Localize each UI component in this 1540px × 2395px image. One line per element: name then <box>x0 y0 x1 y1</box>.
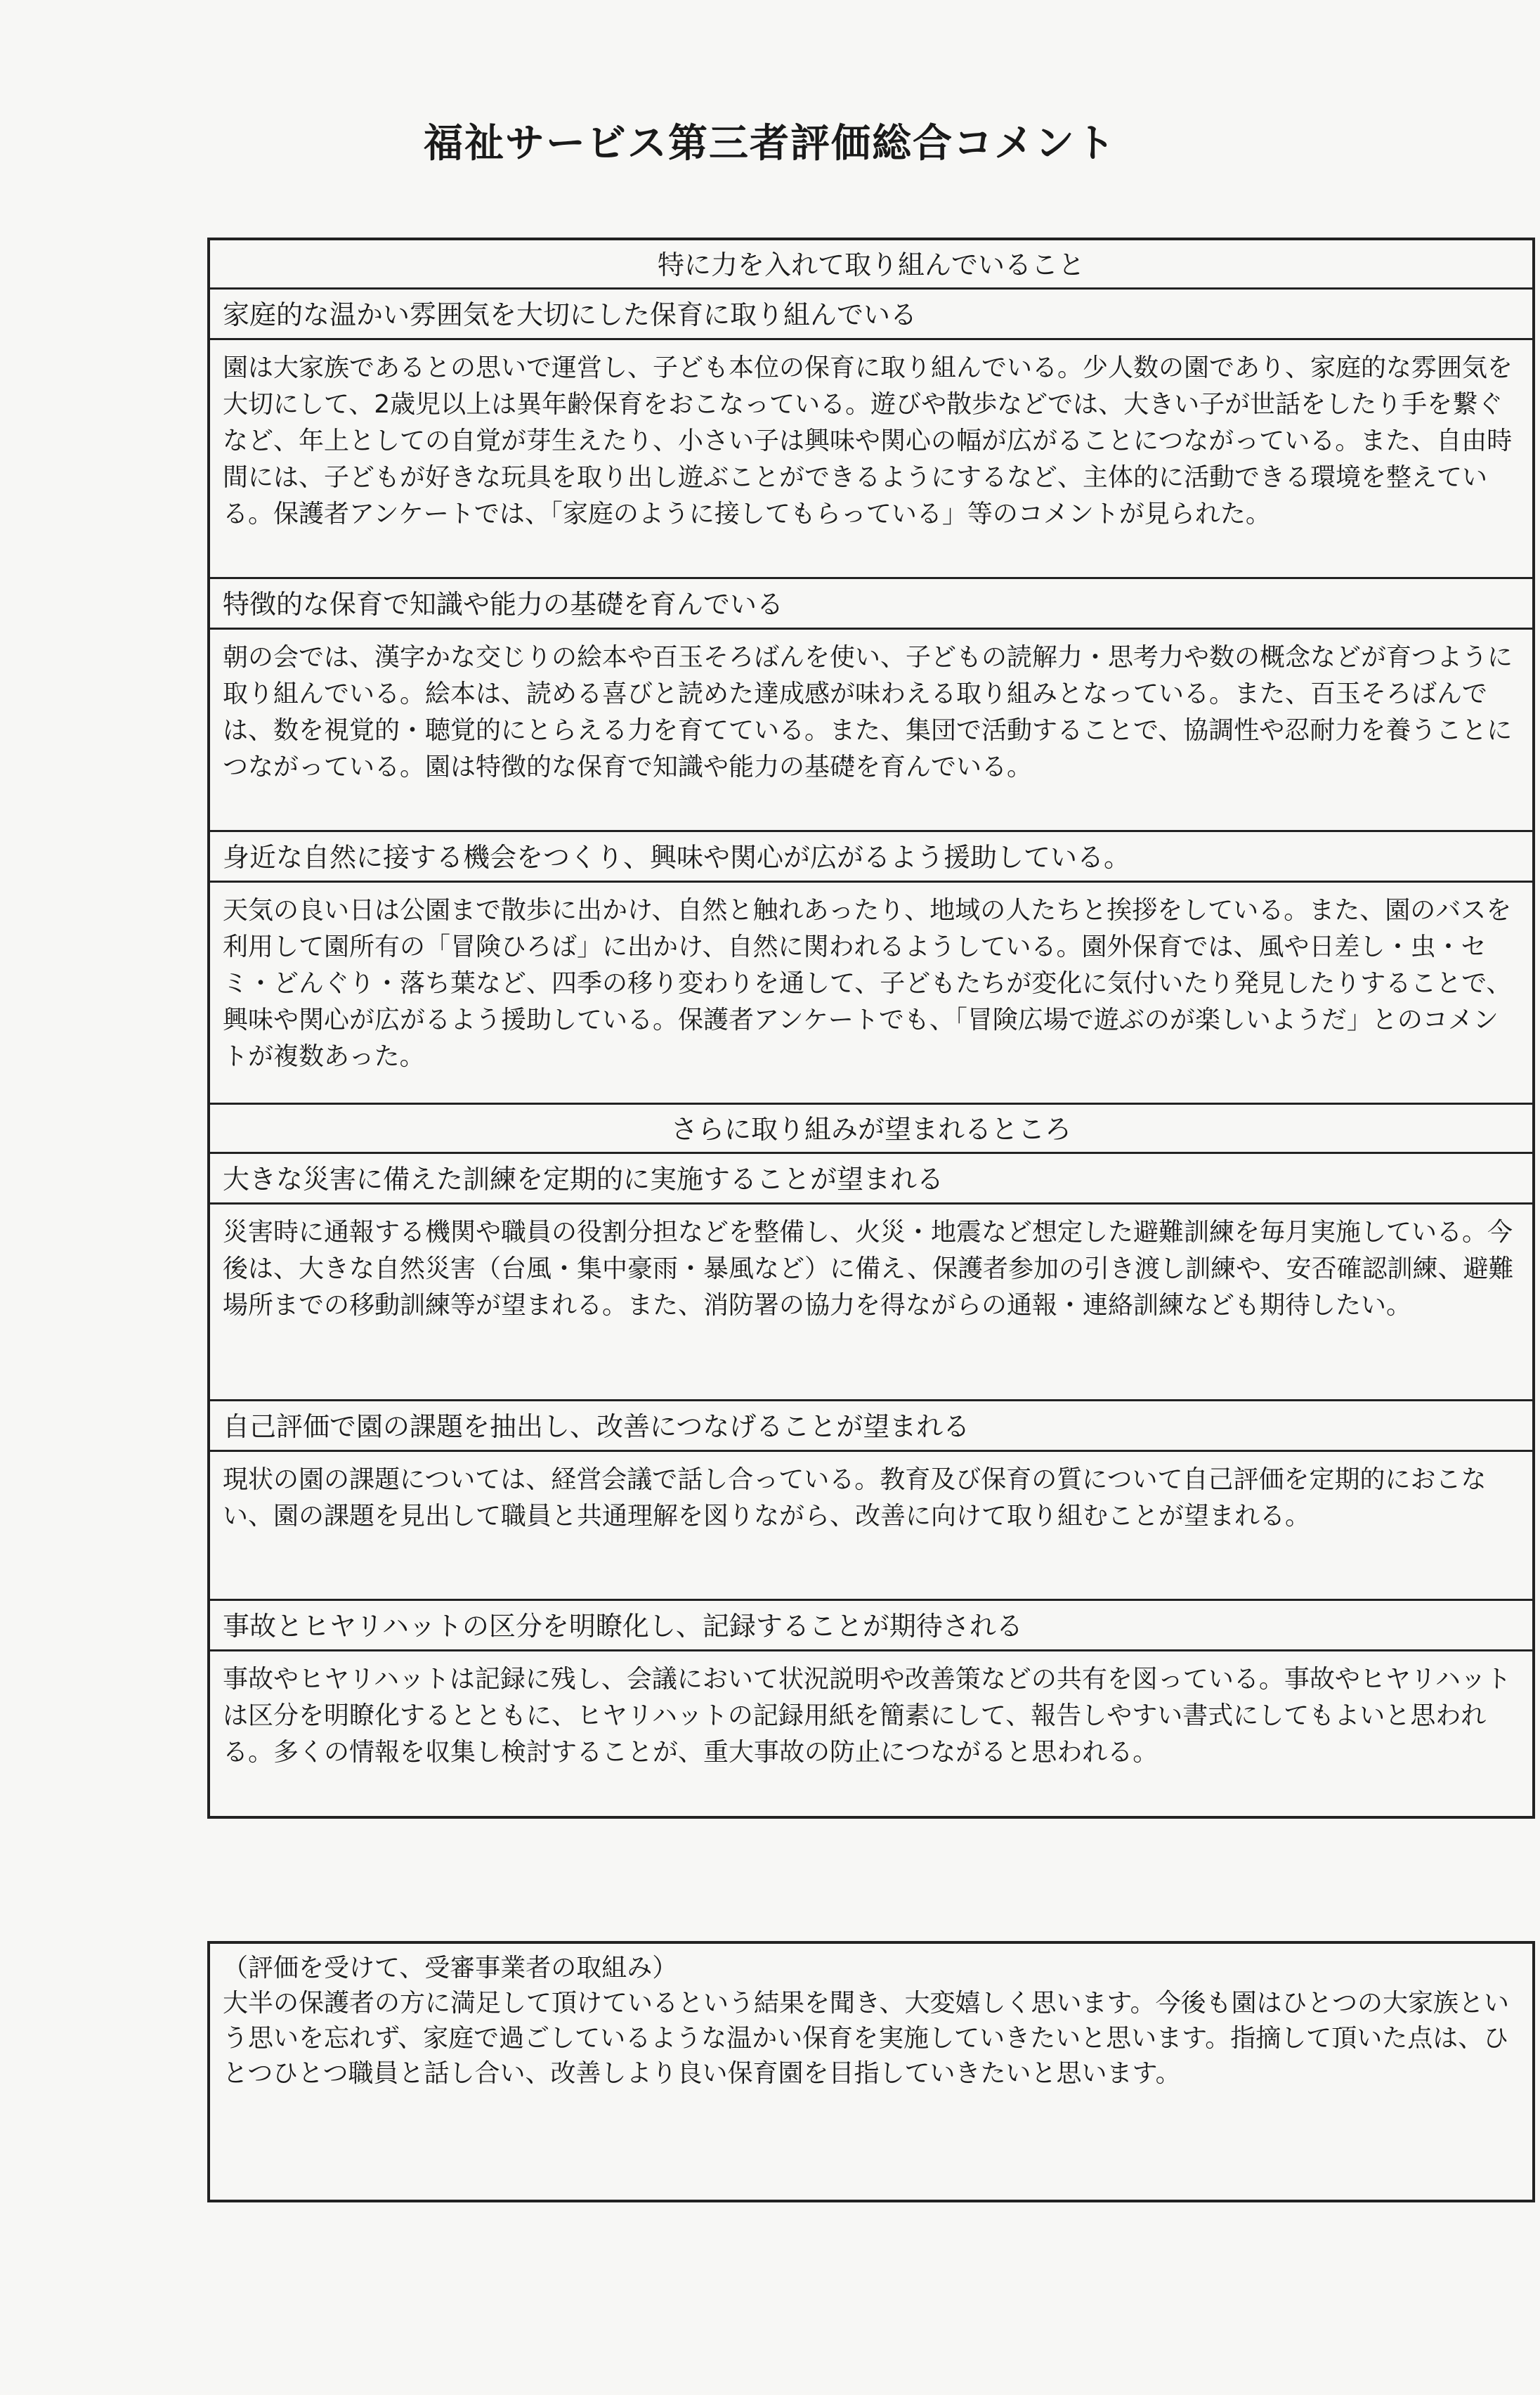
strengths-header: 特に力を入れて取り組んでいること <box>210 240 1532 290</box>
evaluation-comment-table <box>207 238 1535 1819</box>
strength-heading: 身近な自然に接する機会をつくり、興味や関心が広がるよう援助している。 <box>210 832 1532 883</box>
strength-heading: 家庭的な温かい雰囲気を大切にした保育に取り組んでいる <box>210 290 1532 340</box>
improvement-text: 事故やヒヤリハットは記録に残し、会議において状況説明や改善策などの共有を図っている。事故やヒヤリハットは区分を明瞭化するとともに、ヒヤリハットの記録用紙を簡素にして、報告しやすい書式にしてもよいと思われる。多くの情報を収集し検討することが、重大事故の防止につながると思われる。 <box>223 1665 1511 1767</box>
response-text: 大半の保護者の方に満足して頂けているという結果を聞き、大変嬉しく思います。今後も園はひとつの大家族という思いを忘れず、家庭で過ごしているような温かい保育を実施していきたいと思います。指摘して頂いた点は、ひとつひとつ職員と話し合い、改善しより良い保育園を目指していきたいと思います。 <box>223 1989 1509 2088</box>
strength-text: 天気の良い日は公園まで散歩に出かけ、自然と触れあったり、地域の人たちと挨拶をしている。また、園のバスを利用して園所有の「冒険ひろば」に出かけ、自然に関われるようしている。園外保育では、風や日差し・虫・セミ・どんぐり・落ち葉など、四季の移り変わりを通して、子どもたちが変化に気付いたり発見したりすることで、興味や関心が広がるよう援助している。保護者アンケートでも、「冒険広場で遊ぶのが楽しいようだ」とのコメントが複数あった。 <box>210 883 1532 1105</box>
strength-heading: 特徴的な保育で知識や能力の基礎を育んでいる <box>210 579 1532 630</box>
strength-text: 朝の会では、漢字かな交じりの絵本や百玉そろばんを使い、子どもの読解力・思考力や数の概念などが育つように取り組んでいる。絵本は、読める喜びと読めた達成感が味わえる取り組みとなっている。また、百玉そろばんでは、数を視覚的・聴覚的にとらえる力を育てている。また、集団で活動することで、協調性や忍耐力を養うことにつながっている。園は特徴的な保育で知識や能力の基礎を育んでいる。 <box>210 630 1532 832</box>
improvement-heading: 大きな災害に備えた訓練を定期的に実施することが望まれる <box>210 1154 1532 1205</box>
improvement-heading: 自己評価で園の課題を抽出し、改善につなげることが望まれる <box>210 1401 1532 1452</box>
response-title: （評価を受けて、受審事業者の取組み） <box>223 1954 678 1982</box>
improvement-heading: 事故とヒヤリハットの区分を明瞭化し、記録することが期待される <box>210 1601 1532 1651</box>
page-title: 福祉サービス第三者評価総合コメント <box>424 121 1116 167</box>
improvements-header: さらに取り組みが望まれるところ <box>210 1105 1532 1154</box>
improvement-text: 災害時に通報する機関や職員の役割分担などを整備し、火災・地震など想定した避難訓練を毎月実施している。今後は、大きな自然災害（台風・集中豪雨・暴風など）に備え、保護者参加の引き渡し訓練や、安否確認訓練、避難場所までの移動訓練等が望まれる。また、消防署の協力を得ながらの通報・連絡訓練なども期待したい。 <box>210 1205 1532 1401</box>
provider-response-box <box>207 1941 1535 2202</box>
strength-text: 園は大家族であるとの思いで運営し、子ども本位の保育に取り組んでいる。少人数の園であり、家庭的な雰囲気を大切にして、2歳児以上は異年齢保育をおこなっている。遊びや散歩などでは、大きい子が世話をしたり手を繋ぐなど、年上としての自覚が芽生えたり、小さい子は興味や関心の幅が広がることにつながっている。また、自由時間には、子どもが好きな玩具を取り出し遊ぶことができるようにするなど、主体的に活動できる環境を整えている。保護者アンケートでは、「家庭のように接してもらっている」等のコメントが見られた。 <box>210 340 1532 579</box>
improvement-text: 現状の園の課題については、経営会議で話し合っている。教育及び保育の質について自己評価を定期的におこない、園の課題を見出して職員と共通理解を図りながら、改善に向けて取り組むことが望まれる。 <box>210 1452 1532 1601</box>
